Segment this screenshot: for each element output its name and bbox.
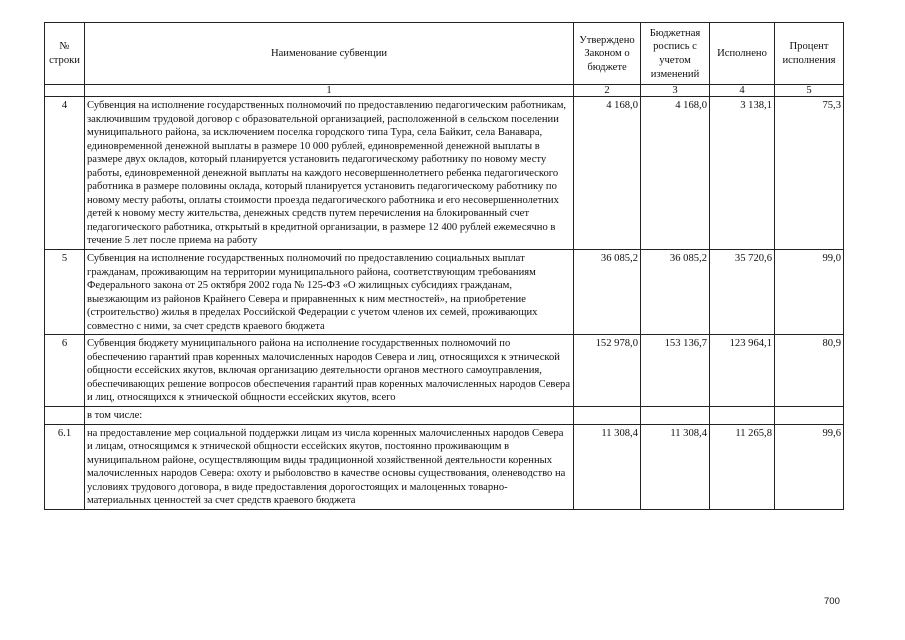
column-numbers-row bbox=[45, 85, 844, 97]
table-row bbox=[45, 335, 844, 407]
percent-value: 99,6 bbox=[775, 424, 844, 509]
percent-value bbox=[775, 407, 844, 425]
header-name: Наименование субвенции bbox=[85, 23, 574, 85]
header-percent: Процент исполнения bbox=[775, 23, 844, 85]
executed-value: 123 964,1 bbox=[710, 335, 775, 407]
header-row-no: № строки bbox=[45, 23, 85, 85]
header-approved: Утверждено Законом о бюджете bbox=[574, 23, 641, 85]
subvention-name: Субвенция на исполнение государственных полномочий по предоставлению социальных выплат гражданам, проживающим на территории муниципального района, соответствующим требованиям Федерального закона от 25 октября 2002 года № 125-ФЗ «О жилищных субсидиях гражданам, выезжающим из районов Крайнего Севера и приравненных к ним местностей», на приобретение (строительство) жилья в пределах Российской Федерации с учетом членов их семей, проживающих совместно с ними, за счет средств краевого бюджета bbox=[85, 250, 574, 335]
table-row bbox=[45, 250, 844, 335]
column-number: 2 bbox=[574, 85, 641, 97]
approved-value: 152 978,0 bbox=[574, 335, 641, 407]
budget-list-value bbox=[641, 407, 710, 425]
approved-value: 36 085,2 bbox=[574, 250, 641, 335]
subvention-name: в том числе: bbox=[85, 407, 574, 425]
header-executed: Исполнено bbox=[710, 23, 775, 85]
table-row bbox=[45, 424, 844, 509]
row-number: 5 bbox=[45, 250, 85, 335]
executed-value: 3 138,1 bbox=[710, 97, 775, 250]
page-number: 700 bbox=[824, 596, 840, 607]
budget-list-value: 11 308,4 bbox=[641, 424, 710, 509]
header-row bbox=[45, 23, 844, 85]
approved-value bbox=[574, 407, 641, 425]
row-number: 6 bbox=[45, 335, 85, 407]
column-number: 3 bbox=[641, 85, 710, 97]
approved-value: 11 308,4 bbox=[574, 424, 641, 509]
approved-value: 4 168,0 bbox=[574, 97, 641, 250]
table-row bbox=[45, 407, 844, 425]
subvention-name: Субвенция на исполнение государственных полномочий по предоставлению педагогическим работникам, заключившим трудовой договор с образовательной организацией, расположенной в сельском поселении муниципального района, за исключением поселка городского типа Тура, села Байкит, села Ванавара, единовременной денежной выплаты в размере 10 000 рублей, единовременной денежной выплаты в размере двух окладов, который планируется установить педагогическому работнику по новому месту работы, единовременной денежной выплаты на каждого несовершеннолетнего ребенка педагогического работника в размере половины оклада, который планируется установить педагогическому работнику по новому месту работы, оплаты стоимости проезда педагогического работника и его несовершеннолетних детей к новому месту жительства, денежных средств путем перечисления на блокированный счет педагогического работника, открытый в кредитной организации, в размере 12 400 рублей ежемесячно в течение 5 лет после приема на работу bbox=[85, 97, 574, 250]
header-budget-list: Бюджетная роспись с учетом изменений bbox=[641, 23, 710, 85]
table-row bbox=[45, 97, 844, 250]
percent-value: 80,9 bbox=[775, 335, 844, 407]
percent-value: 75,3 bbox=[775, 97, 844, 250]
executed-value: 35 720,6 bbox=[710, 250, 775, 335]
executed-value: 11 265,8 bbox=[710, 424, 775, 509]
budget-list-value: 4 168,0 bbox=[641, 97, 710, 250]
percent-value: 99,0 bbox=[775, 250, 844, 335]
column-number: 1 bbox=[85, 85, 574, 97]
subvention-name: Субвенция бюджету муниципального района на исполнение государственных полномочий по обеспечению гарантий прав коренных малочисленных народов Севера и лиц, относящихся к этнической общности ессейских якутов, включая организацию деятельности органов местного самоуправления, обеспечивающих решение вопросов обеспечения гарантий прав коренных малочисленных народов Севера и лиц, относящихся к этнической общности ессейских якутов, всего bbox=[85, 335, 574, 407]
row-number bbox=[45, 407, 85, 425]
column-number: 5 bbox=[775, 85, 844, 97]
column-number: 4 bbox=[710, 85, 775, 97]
row-number: 4 bbox=[45, 97, 85, 250]
subvention-name: на предоставление мер социальной поддержки лицам из числа коренных малочисленных народов Севера и лицам, относящимся к этнической общности ессейских якутов, постоянно проживающим в муниципальном районе, осуществляющим виды традиционной хозяйственной деятельности коренных малочисленных народов Севера: охоту и рыболовство в качестве основы существования, оленеводство на условиях трудового договора, в виде предоставления дорогостоящих и малоценных товарно-материальных ценностей за счет средств краевого бюджета bbox=[85, 424, 574, 509]
budget-list-value: 36 085,2 bbox=[641, 250, 710, 335]
executed-value bbox=[710, 407, 775, 425]
row-number: 6.1 bbox=[45, 424, 85, 509]
column-number-blank bbox=[45, 85, 85, 97]
budget-list-value: 153 136,7 bbox=[641, 335, 710, 407]
subventions-table bbox=[44, 22, 844, 510]
